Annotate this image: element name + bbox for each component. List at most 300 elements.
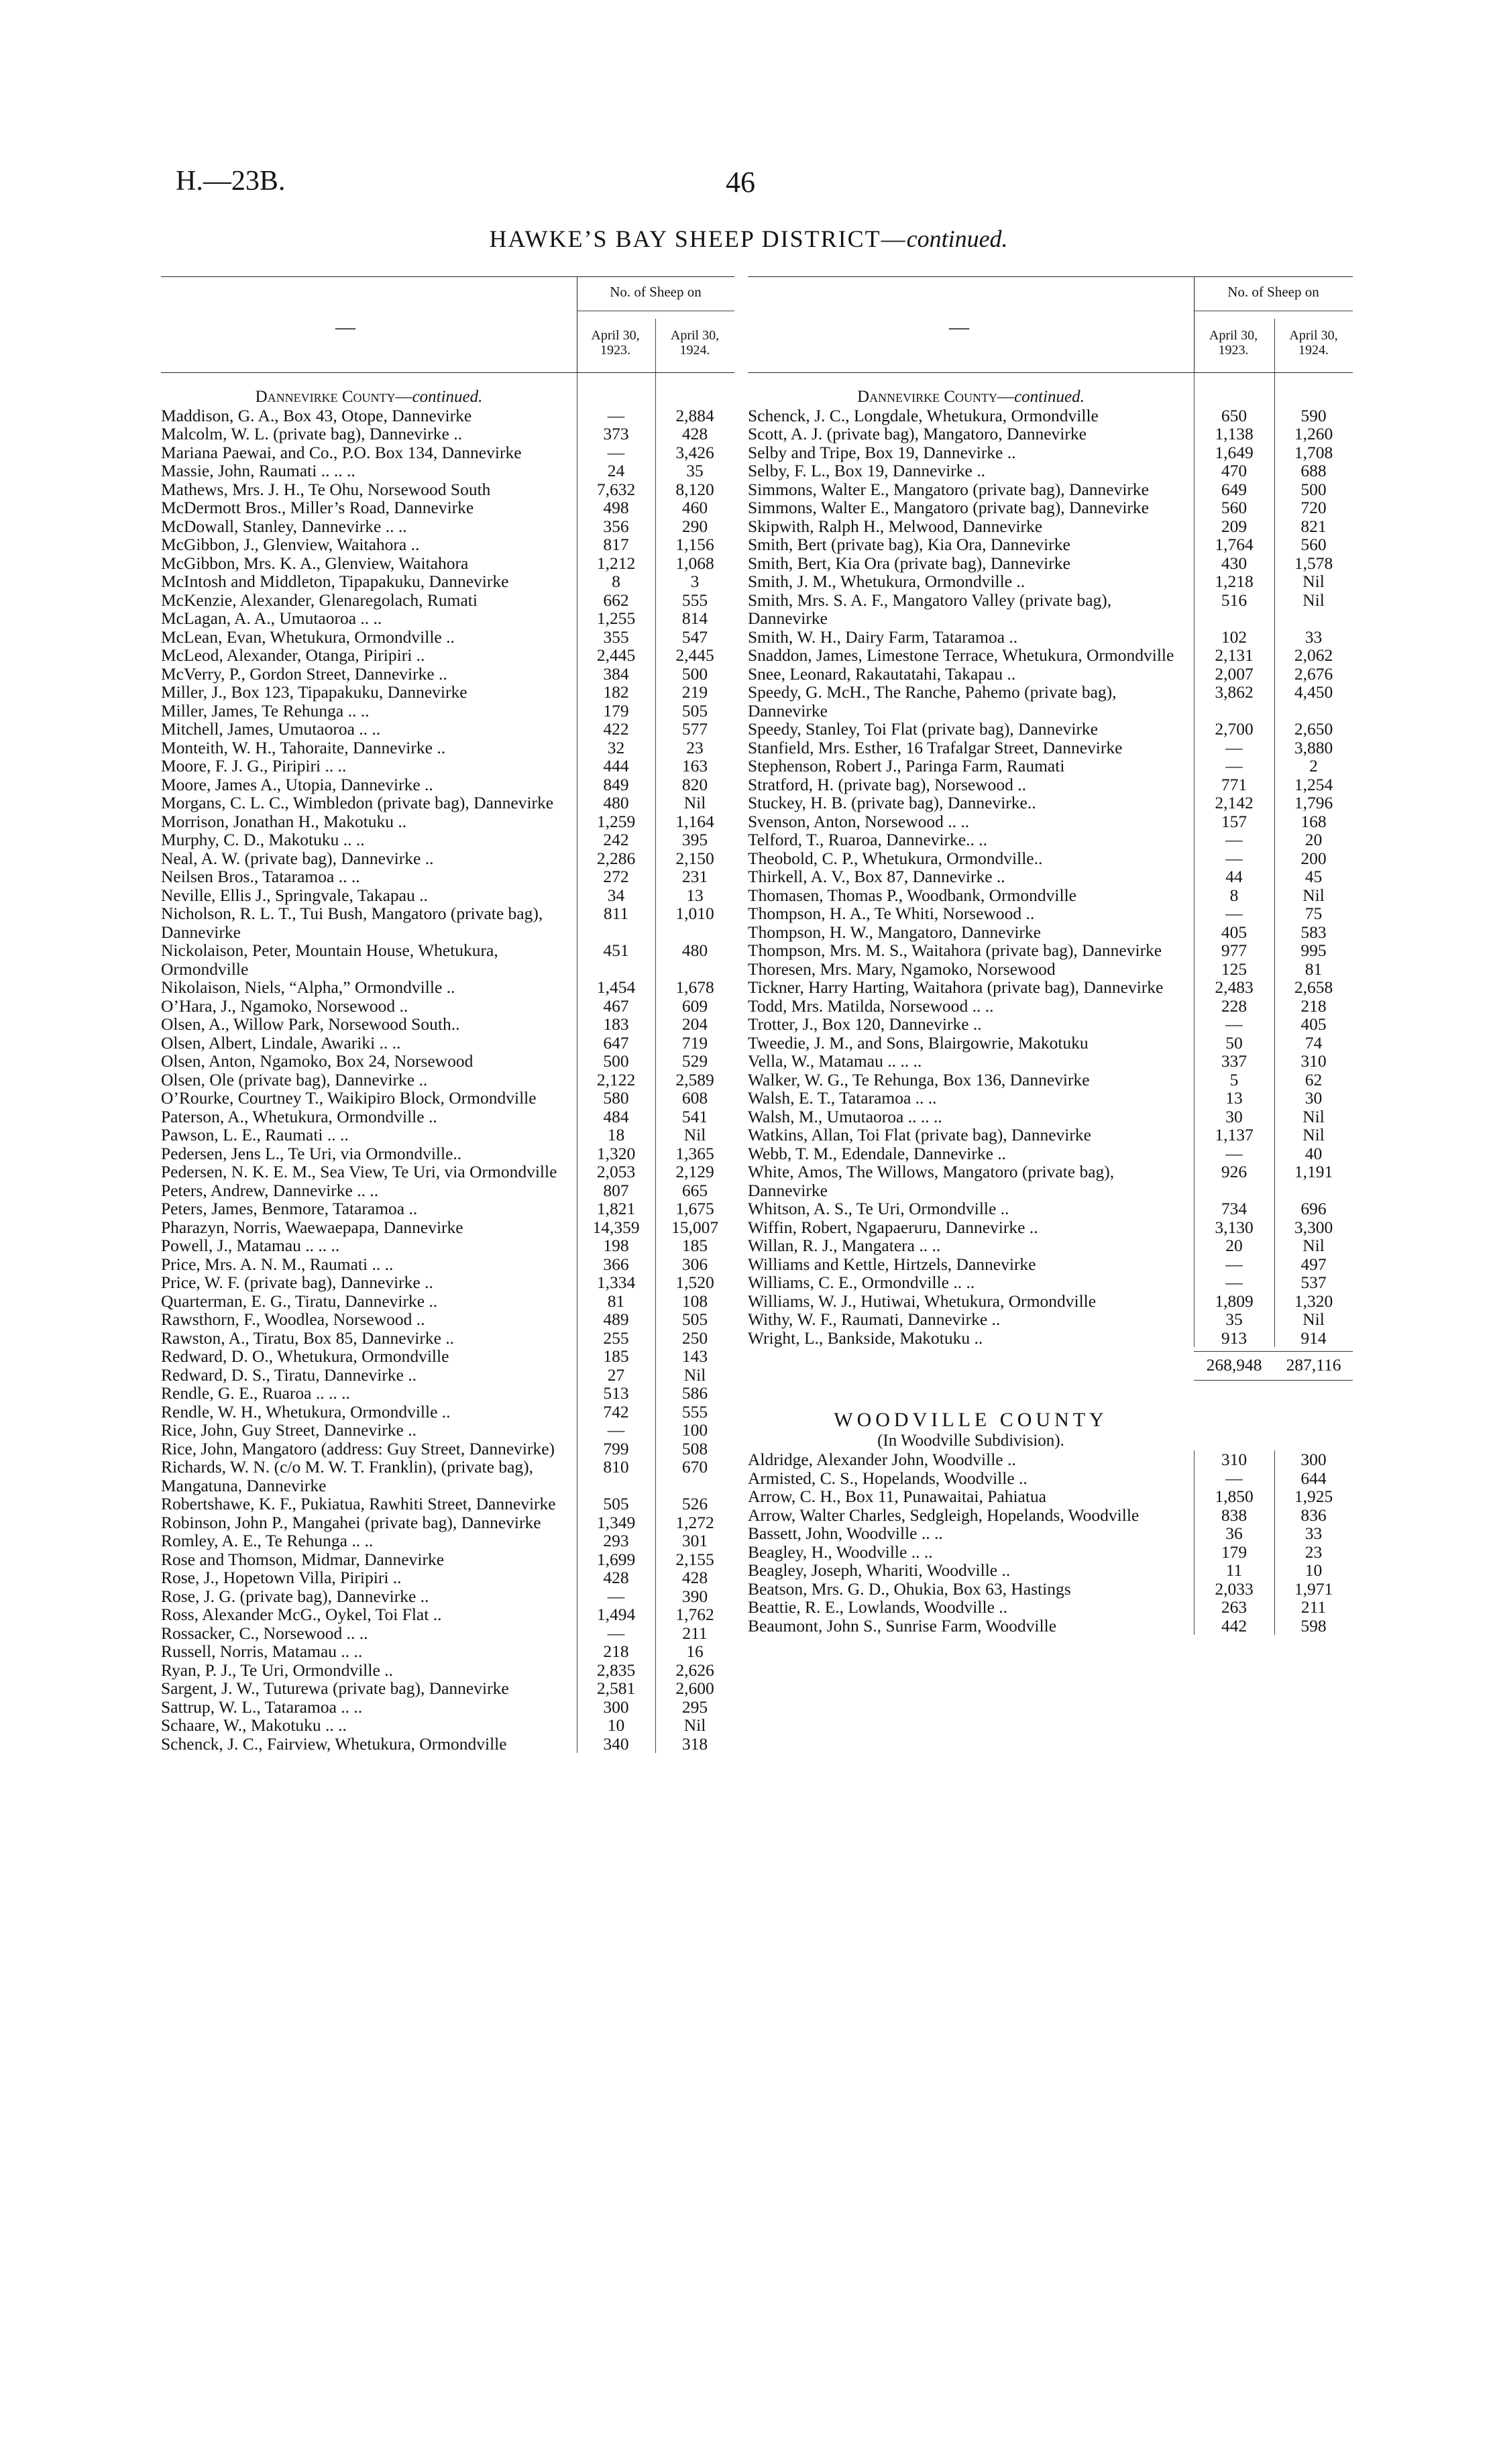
owner-name-address: Pharazyn, Norris, Waewaepapa, Dannevirke: [161, 1217, 463, 1237]
sheep-count-1924: Nil: [1302, 1309, 1325, 1329]
owner-name-address: Rendle, W. H., Whetukura, Ormondville ..: [161, 1401, 451, 1422]
owner-name-address: Redward, D. O., Whetukura, Ormondville: [161, 1346, 449, 1366]
sheep-count-1923: 470: [1221, 461, 1248, 480]
sheep-count-1924: 1,272: [675, 1512, 714, 1532]
right-column: [748, 276, 1353, 1635]
sheep-count-1923: 18: [607, 1125, 625, 1144]
owner-name-address: Rendle, G. E., Ruaroa .. .. ..: [161, 1383, 350, 1403]
sheep-count-1924: 108: [681, 1291, 708, 1311]
sheep-count-1924: 526: [681, 1494, 708, 1513]
sheep-count-1924: 200: [1300, 848, 1327, 868]
owner-name-address: McLean, Evan, Whetukura, Ormondville ..: [161, 627, 455, 647]
sheep-count-1924: 3,426: [675, 442, 714, 462]
table-row: [748, 831, 1353, 849]
name-column-dash: —: [335, 316, 355, 338]
sheep-count-1923: 263: [1221, 1597, 1248, 1617]
sheep-count-1923: 182: [603, 682, 629, 702]
woodville-table-body: [748, 1450, 1353, 1635]
table-row: [748, 1236, 1353, 1255]
sheep-count-1924: 75: [1305, 904, 1323, 923]
sheep-count-1923: —: [607, 405, 625, 425]
table-row: [161, 1735, 734, 1754]
sheep-count-1923: 337: [1221, 1051, 1248, 1071]
owner-name-address: Morgans, C. L. C., Wimbledon (private bag), Dannevirke: [161, 793, 554, 812]
sheep-count-1924: 1,971: [1294, 1578, 1333, 1599]
county-total-row: [748, 1347, 1353, 1382]
owner-name-address: Moore, James A., Utopia, Dannevirke ..: [161, 774, 433, 794]
owner-name-address: Stratford, H. (private bag), Norsewood ..: [748, 774, 1026, 794]
sheep-count-1924: 529: [681, 1051, 708, 1071]
table-row: [161, 591, 734, 610]
sheep-count-1924: 10: [1305, 1560, 1323, 1580]
sheep-count-1923: —: [1225, 904, 1243, 923]
table-row: [748, 757, 1353, 775]
table-row: [748, 1450, 1353, 1469]
sheep-count-1924: 40: [1305, 1143, 1323, 1163]
sheep-count-1923: 484: [603, 1106, 629, 1126]
sheep-count-1923: —: [1225, 1468, 1243, 1488]
sheep-count-1923: 1,454: [596, 977, 636, 997]
table-row: [161, 1329, 734, 1348]
table-row: [748, 997, 1353, 1016]
owner-name-address: Watkins, Allan, Toi Flat (private bag), Dannevirke: [748, 1125, 1091, 1144]
sheep-count-1924: 23: [686, 737, 704, 757]
owner-name-address: Rose, J., Hopetown Villa, Piripiri ..: [161, 1568, 402, 1587]
owner-name-address: Whitson, A. S., Te Uri, Ormondville ..: [748, 1199, 1009, 1218]
owner-name-address: Rawston, A., Tiratu, Box 85, Dannevirke ..: [161, 1328, 455, 1348]
sheep-count-1923: 771: [1221, 774, 1248, 794]
sheep-count-1923: 1,349: [596, 1512, 636, 1532]
sheep-count-1924: 218: [1300, 996, 1327, 1016]
owner-name-address: Olsen, Ole (private bag), Dannevirke ..: [161, 1069, 428, 1089]
sheep-count-1923: 255: [603, 1328, 629, 1348]
sheep-count-1923: 2,700: [1215, 719, 1254, 739]
owner-name-address: Smith, Bert, Kia Ora (private bag), Dannevirke: [748, 553, 1070, 573]
owner-name-address: Massie, John, Raumati .. .. ..: [161, 461, 355, 480]
owner-name-address: Thompson, H. A., Te Whiti, Norsewood ..: [748, 904, 1035, 923]
sheep-count-1923: 500: [603, 1051, 629, 1071]
sheep-count-1924: 395: [681, 830, 708, 849]
sheep-count-1924: 1,191: [1294, 1162, 1333, 1181]
sheep-count-1923: 24: [607, 461, 625, 480]
owner-name-address: Walker, W. G., Te Rehunga, Box 136, Dannevirke: [748, 1069, 1090, 1089]
sheep-count-1924: 62: [1305, 1069, 1323, 1089]
owner-name-address: Peters, Andrew, Dannevirke .. ..: [161, 1180, 379, 1200]
sheep-count-1924: 547: [681, 627, 708, 647]
sheep-count-1923: 228: [1221, 996, 1248, 1016]
table-row: [748, 425, 1353, 443]
owner-name-address: Powell, J., Matamau .. .. ..: [161, 1236, 340, 1255]
sheep-count-1923: —: [1225, 756, 1243, 775]
sheep-count-1923: 183: [603, 1014, 629, 1034]
sheep-count-1924: 500: [681, 663, 708, 684]
sheep-count-1924: 583: [1300, 922, 1327, 942]
sheep-count-1924: 2,626: [675, 1660, 714, 1680]
sheep-count-1924: 301: [681, 1531, 708, 1550]
sheep-count-1924: 598: [1300, 1615, 1327, 1636]
table-row: [748, 1015, 1353, 1034]
sheep-count-1923: —: [607, 1623, 625, 1643]
total-1923: 268,948: [1206, 1355, 1262, 1375]
table-row: [748, 923, 1353, 942]
table-row: [161, 775, 734, 794]
owner-name-address: Williams and Kettle, Hirtzels, Dannevirke: [748, 1254, 1036, 1274]
table-row: [161, 1015, 734, 1034]
table-row: [748, 1071, 1353, 1089]
owner-name-address: Beaumont, John S., Sunrise Farm, Woodville: [748, 1615, 1057, 1636]
table-row: [748, 794, 1353, 812]
sheep-count-1924: 74: [1305, 1032, 1323, 1053]
table-row: [161, 941, 734, 978]
table-row: [161, 1052, 734, 1071]
owner-name-address: McDowall, Stanley, Dannevirke .. ..: [161, 516, 407, 536]
table-row: [161, 609, 734, 628]
sheep-count-1923: 498: [603, 498, 629, 517]
table-row: [748, 1089, 1353, 1108]
sheep-count-1924: Nil: [683, 793, 706, 812]
sheep-count-1923: 300: [603, 1697, 629, 1717]
sheep-count-1924: Nil: [683, 1125, 706, 1144]
owner-name-address: Rawsthorn, F., Woodlea, Norsewood ..: [161, 1309, 425, 1329]
sheep-count-1924: 1,925: [1294, 1487, 1333, 1506]
sheep-count-1924: 428: [681, 424, 708, 443]
sheep-count-1924: 211: [1300, 1597, 1327, 1617]
table-row: [748, 1292, 1353, 1311]
owner-name-address: Rossacker, C., Norsewood .. ..: [161, 1623, 368, 1643]
owner-name-address: Olsen, Albert, Lindale, Awariki .. ..: [161, 1032, 401, 1053]
no-of-sheep-heading: No. of Sheep on: [610, 284, 702, 300]
owner-name-address: McLagan, A. A., Umutaoroa .. ..: [161, 608, 382, 628]
table-row: [161, 1698, 734, 1717]
section-heading: Dannevirke County—continued.: [255, 388, 483, 406]
date-heading-1924: April 30, 1924.: [670, 328, 720, 358]
sheep-count-1924: 2,884: [675, 405, 714, 425]
left-column: [161, 276, 734, 1753]
owner-name-address: Trotter, J., Box 120, Dannevirke ..: [748, 1014, 982, 1034]
table-row: [161, 1421, 734, 1440]
sheep-count-1924: 814: [681, 608, 708, 628]
sheep-count-1923: 1,320: [596, 1143, 636, 1163]
owner-name-address: Schaare, W., Makotuku .. ..: [161, 1715, 347, 1735]
owner-name-address: Smith, W. H., Dairy Farm, Tataramoa ..: [748, 627, 1018, 647]
table-row: [161, 628, 734, 647]
sheep-count-1923: 11: [1225, 1560, 1243, 1580]
sheep-count-1923: 1,218: [1215, 572, 1254, 591]
sheep-count-1923: 50: [1225, 1032, 1243, 1053]
sheep-count-1924: 300: [1300, 1450, 1327, 1469]
sheep-count-1923: 35: [1225, 1309, 1243, 1329]
sheep-count-1923: 13: [1225, 1088, 1243, 1108]
owner-name-address: Mariana Paewai, and Co., P.O. Box 134, Dannevirke: [161, 442, 522, 462]
sheep-count-1923: 649: [1221, 479, 1248, 499]
owner-name-address: McDermott Bros., Miller’s Road, Dannevirke: [161, 498, 474, 517]
sheep-count-1924: 35: [686, 461, 704, 480]
sheep-count-1924: 204: [681, 1014, 708, 1034]
table-row: [748, 535, 1353, 554]
table-row: [748, 1580, 1353, 1599]
owner-name-address: Malcolm, W. L. (private bag), Dannevirke ..: [161, 424, 462, 443]
owner-name-address: McKenzie, Alexander, Glenaregolach, Rumati: [161, 590, 478, 610]
sheep-count-1923: 2,835: [596, 1660, 636, 1680]
sheep-count-1923: 1,809: [1215, 1291, 1254, 1311]
sheep-count-1923: 20: [1225, 1236, 1243, 1255]
sheep-count-1924: 2,650: [1294, 719, 1333, 739]
sheep-count-1924: 219: [681, 682, 708, 702]
owner-name-address: McVerry, P., Gordon Street, Dannevirke ..: [161, 663, 447, 684]
sheep-count-1923: 580: [603, 1088, 629, 1108]
sheep-count-1923: 817: [603, 535, 629, 554]
sheep-count-1923: 157: [1221, 811, 1248, 831]
sheep-count-1923: —: [1225, 1014, 1243, 1034]
table-row: [161, 757, 734, 775]
owner-name-address: McGibbon, Mrs. K. A., Glenview, Waitahora: [161, 553, 469, 573]
table-row: [161, 831, 734, 849]
sheep-count-1923: 8: [1229, 885, 1239, 905]
owner-name-address: Pedersen, N. K. E. M., Sea View, Te Uri, via Ormondville: [161, 1162, 557, 1181]
owner-name-address: Romley, A. E., Te Rehunga .. ..: [161, 1531, 374, 1550]
owner-name-address: O’Rourke, Courtney T., Waikipiro Block, Ormondville: [161, 1088, 537, 1108]
sheep-count-1924: 555: [681, 1401, 708, 1422]
sheep-count-1923: 218: [603, 1642, 629, 1661]
sheep-count-1923: 32: [607, 737, 625, 757]
table-row: [748, 443, 1353, 462]
sheep-count-1923: 2,131: [1215, 645, 1254, 665]
owner-name-address: Robertshawe, K. F., Pukiatua, Rawhiti Street, Dannevirke: [161, 1494, 556, 1513]
sheep-count-1924: 1,010: [675, 904, 714, 923]
sheep-count-1923: 422: [603, 719, 629, 739]
owner-name-address: Mathews, Mrs. J. H., Te Ohu, Norsewood South: [161, 479, 491, 499]
sheep-count-1923: 27: [607, 1364, 625, 1385]
owner-name-address: Wiffin, Robert, Ngapaeruru, Dannevirke ..: [748, 1217, 1038, 1237]
sheep-count-1924: 390: [681, 1586, 708, 1606]
table-row: [748, 1524, 1353, 1543]
owner-name-address: Theobold, C. P., Whetukura, Ormondville..: [748, 848, 1043, 868]
owner-name-address: Speedy, Stanley, Toi Flat (private bag), Dannevirke: [748, 719, 1099, 739]
owner-name-address: Smith, Bert (private bag), Kia Ora, Dannevirke: [748, 535, 1070, 554]
sheep-count-1924: 508: [681, 1438, 708, 1458]
sheep-count-1923: —: [607, 442, 625, 462]
sheep-count-1924: 290: [681, 516, 708, 536]
owner-name-address: Stuckey, H. B. (private bag), Dannevirke..: [748, 793, 1036, 812]
woodville-subdivision-note: (In Woodville Subdivision).: [877, 1432, 1064, 1450]
sheep-count-1923: 2,445: [596, 645, 636, 665]
sheep-count-1923: 926: [1221, 1162, 1248, 1181]
sheep-count-1923: —: [1225, 848, 1243, 868]
table-row: [161, 1034, 734, 1053]
sheep-count-1924: 1,675: [675, 1199, 714, 1218]
sheep-count-1924: 1,365: [675, 1143, 714, 1163]
sheep-count-1923: 272: [603, 867, 629, 886]
table-row: [161, 1126, 734, 1144]
sheep-count-1924: 1,520: [675, 1273, 714, 1292]
sheep-count-1923: 560: [1221, 498, 1248, 517]
sheep-count-1924: 318: [681, 1733, 708, 1754]
sheep-count-1924: 505: [681, 1309, 708, 1329]
owner-name-address: Snee, Leonard, Rakautatahi, Takapau ..: [748, 663, 1016, 684]
owner-name-address: Schenck, J. C., Fairview, Whetukura, Ormondville: [161, 1733, 507, 1754]
sheep-count-1923: 838: [1221, 1505, 1248, 1525]
sheep-count-1923: 799: [603, 1438, 629, 1458]
owner-name-address: Beagley, Joseph, Whariti, Woodville ..: [748, 1560, 1011, 1580]
sheep-count-1924: 670: [681, 1457, 708, 1477]
sheep-count-1923: 2,033: [1215, 1578, 1254, 1599]
sheep-count-1923: 662: [603, 590, 629, 610]
owner-name-address: Smith, Mrs. S. A. F., Mangatoro Valley (private bag), Dannevirke: [748, 590, 1112, 628]
owner-name-address: Arrow, C. H., Box 11, Punawaitai, Pahiatua: [748, 1487, 1047, 1506]
owner-name-address: Wright, L., Bankside, Makotuku ..: [748, 1328, 983, 1348]
sheep-count-1923: 8: [612, 572, 620, 591]
table-row: [748, 1469, 1353, 1488]
page-title: [0, 225, 1497, 253]
sheep-count-1923: 242: [603, 830, 629, 849]
owner-name-address: Robinson, John P., Mangahei (private bag), Dannevirke: [161, 1512, 541, 1532]
sheep-count-1924: 497: [1300, 1254, 1327, 1274]
sheep-count-1924: 211: [682, 1623, 708, 1643]
owner-name-address: Thirkell, A. V., Box 87, Dannevirke ..: [748, 867, 1005, 886]
owner-name-address: Thompson, Mrs. M. S., Waitahora (private bag), Dannevirke: [748, 941, 1162, 960]
sheep-count-1924: 914: [1300, 1328, 1327, 1348]
sheep-count-1924: 2,155: [675, 1549, 714, 1569]
table-row: [161, 849, 734, 868]
owner-name-address: Pedersen, Jens L., Te Uri, via Ormondville..: [161, 1143, 462, 1163]
table-row: [748, 462, 1353, 480]
sheep-count-1924: 608: [681, 1088, 708, 1108]
sheep-count-1923: 442: [1221, 1615, 1248, 1636]
owner-name-address: McIntosh and Middleton, Tipapakuku, Dannevirke: [161, 572, 509, 591]
owner-name-address: Scott, A. J. (private bag), Mangatoro, Dannevirke: [748, 424, 1087, 443]
sheep-count-1923: 293: [603, 1531, 629, 1550]
table-row: [161, 1366, 734, 1385]
sheep-count-1924: Nil: [1302, 885, 1325, 905]
sheep-count-1923: 489: [603, 1309, 629, 1329]
owner-name-address: Monteith, W. H., Tahoraite, Dannevirke ..: [161, 737, 446, 757]
sheep-count-1923: 44: [1225, 867, 1243, 886]
sheep-count-1923: 810: [603, 1457, 629, 1477]
table-row: [161, 1440, 734, 1458]
table-row: [161, 702, 734, 720]
sheep-count-1924: 30: [1305, 1088, 1323, 1108]
owner-name-address: White, Amos, The Willows, Mangatoro (private bag), Dannevirke: [748, 1162, 1115, 1200]
owner-name-address: Morrison, Jonathan H., Makotuku ..: [161, 811, 407, 831]
table-row: [161, 904, 734, 941]
owner-name-address: Selby and Tripe, Box 19, Dannevirke ..: [748, 442, 1016, 462]
table-row: [161, 1218, 734, 1237]
sheep-count-1923: 209: [1221, 516, 1248, 536]
owner-name-address: Armisted, C. S., Hopelands, Woodville ..: [748, 1468, 1028, 1488]
sheep-count-1923: 340: [603, 1733, 629, 1754]
table-row: [161, 535, 734, 554]
sheep-count-1924: 168: [1300, 811, 1327, 831]
section-heading: Dannevirke County—continued.: [857, 388, 1085, 406]
table-row: [748, 1561, 1353, 1580]
table-row: [161, 1624, 734, 1643]
owner-name-address: Murphy, C. D., Makotuku .. ..: [161, 830, 365, 849]
table-row: [748, 1255, 1353, 1274]
owner-name-address: Willan, R. J., Mangatera .. ..: [748, 1236, 941, 1255]
sheep-count-1924: Nil: [1302, 1125, 1325, 1144]
owner-name-address: Arrow, Walter Charles, Sedgleigh, Hopelands, Woodville: [748, 1505, 1140, 1525]
sheep-count-1923: 977: [1221, 941, 1248, 960]
sheep-count-1924: 45: [1305, 867, 1323, 886]
owner-name-address: Rose and Thomson, Midmar, Dannevirke: [161, 1549, 445, 1569]
sheep-count-1924: 1,578: [1294, 553, 1333, 573]
sheep-count-1924: Nil: [683, 1715, 706, 1735]
sheep-count-1923: 428: [603, 1568, 629, 1587]
owner-name-address: Redward, D. S., Tiratu, Dannevirke ..: [161, 1364, 417, 1385]
owner-name-address: Thoresen, Mrs. Mary, Ngamoko, Norsewood: [748, 959, 1056, 979]
sheep-count-1923: 430: [1221, 553, 1248, 573]
table-row: [161, 1403, 734, 1422]
table-row: [161, 1199, 734, 1218]
owner-name-address: McGibbon, J., Glenview, Waitahora ..: [161, 535, 420, 554]
sheep-count-1924: 33: [1305, 1523, 1323, 1543]
sheep-count-1923: 2,053: [596, 1162, 636, 1181]
table-row: [748, 1329, 1353, 1348]
owner-name-address: O’Hara, J., Ngamoko, Norsewood ..: [161, 996, 408, 1016]
sheep-count-1923: —: [1225, 1254, 1243, 1274]
table-row: [748, 978, 1353, 997]
owner-name-address: Stanfield, Mrs. Esther, 16 Trafalgar Street, Dannevirke: [748, 737, 1123, 757]
table-row: [748, 867, 1353, 886]
sheep-count-1924: 2,589: [675, 1069, 714, 1089]
sheep-count-1924: 2,658: [1294, 977, 1333, 997]
table-row: [161, 1108, 734, 1126]
sheep-count-1924: 480: [681, 941, 708, 960]
table-row: [748, 1487, 1353, 1506]
sheep-count-1923: 2,122: [596, 1069, 636, 1089]
sheep-count-1924: 163: [681, 756, 708, 775]
owner-name-address: Todd, Mrs. Matilda, Norsewood .. ..: [748, 996, 994, 1016]
sheep-count-1924: 577: [681, 719, 708, 739]
table-row: [748, 480, 1353, 499]
table-row: [748, 591, 1353, 628]
sheep-count-1923: 14,359: [592, 1217, 640, 1237]
sheep-count-1924: 560: [1300, 535, 1327, 554]
sheep-count-1924: 16: [686, 1642, 704, 1661]
sheep-count-1924: 2,150: [675, 848, 714, 868]
table-row: [161, 1458, 734, 1495]
table-row: [748, 1506, 1353, 1525]
table-row: [161, 554, 734, 573]
table-row: [161, 1661, 734, 1680]
owner-name-address: Simmons, Walter E., Mangatoro (private bag), Dannevirke: [748, 498, 1149, 517]
owner-name-address: Skipwith, Ralph H., Melwood, Dannevirke: [748, 516, 1043, 536]
table-row: [748, 1108, 1353, 1126]
page-reference: H.—23B.: [176, 166, 286, 197]
sheep-count-1924: 1,320: [1294, 1291, 1333, 1311]
owner-name-address: Walsh, E. T., Tataramoa .. ..: [748, 1088, 937, 1108]
sheep-count-1924: 460: [681, 498, 708, 517]
table-row: [161, 886, 734, 905]
table-row: [161, 1181, 734, 1200]
table-row: [161, 1347, 734, 1366]
sheep-count-1924: 428: [681, 1568, 708, 1587]
owner-name-address: Walsh, M., Umutaoroa .. .. ..: [748, 1106, 942, 1126]
date-heading-1923: April 30, 1923.: [1209, 328, 1258, 358]
page-number: 46: [726, 166, 755, 199]
owner-name-address: Stephenson, Robert J., Paringa Farm, Raumati: [748, 756, 1065, 775]
sheep-count-1924: 100: [681, 1420, 708, 1440]
owner-name-address: Speedy, G. McH., The Ranche, Pahemo (private bag), Dannevirke: [748, 682, 1117, 720]
owner-name-address: Moore, F. J. G., Piripiri .. ..: [161, 756, 347, 775]
table-row: [161, 1716, 734, 1735]
table-row: [161, 1550, 734, 1569]
owner-name-address: Quarterman, E. G., Tiratu, Dannevirke ..: [161, 1291, 438, 1311]
sheep-count-1923: 10: [607, 1715, 625, 1735]
sheep-count-1923: 734: [1221, 1199, 1248, 1218]
owner-name-address: Withy, W. F., Raumati, Dannevirke ..: [748, 1309, 1001, 1329]
sheep-count-1923: 185: [603, 1346, 629, 1366]
